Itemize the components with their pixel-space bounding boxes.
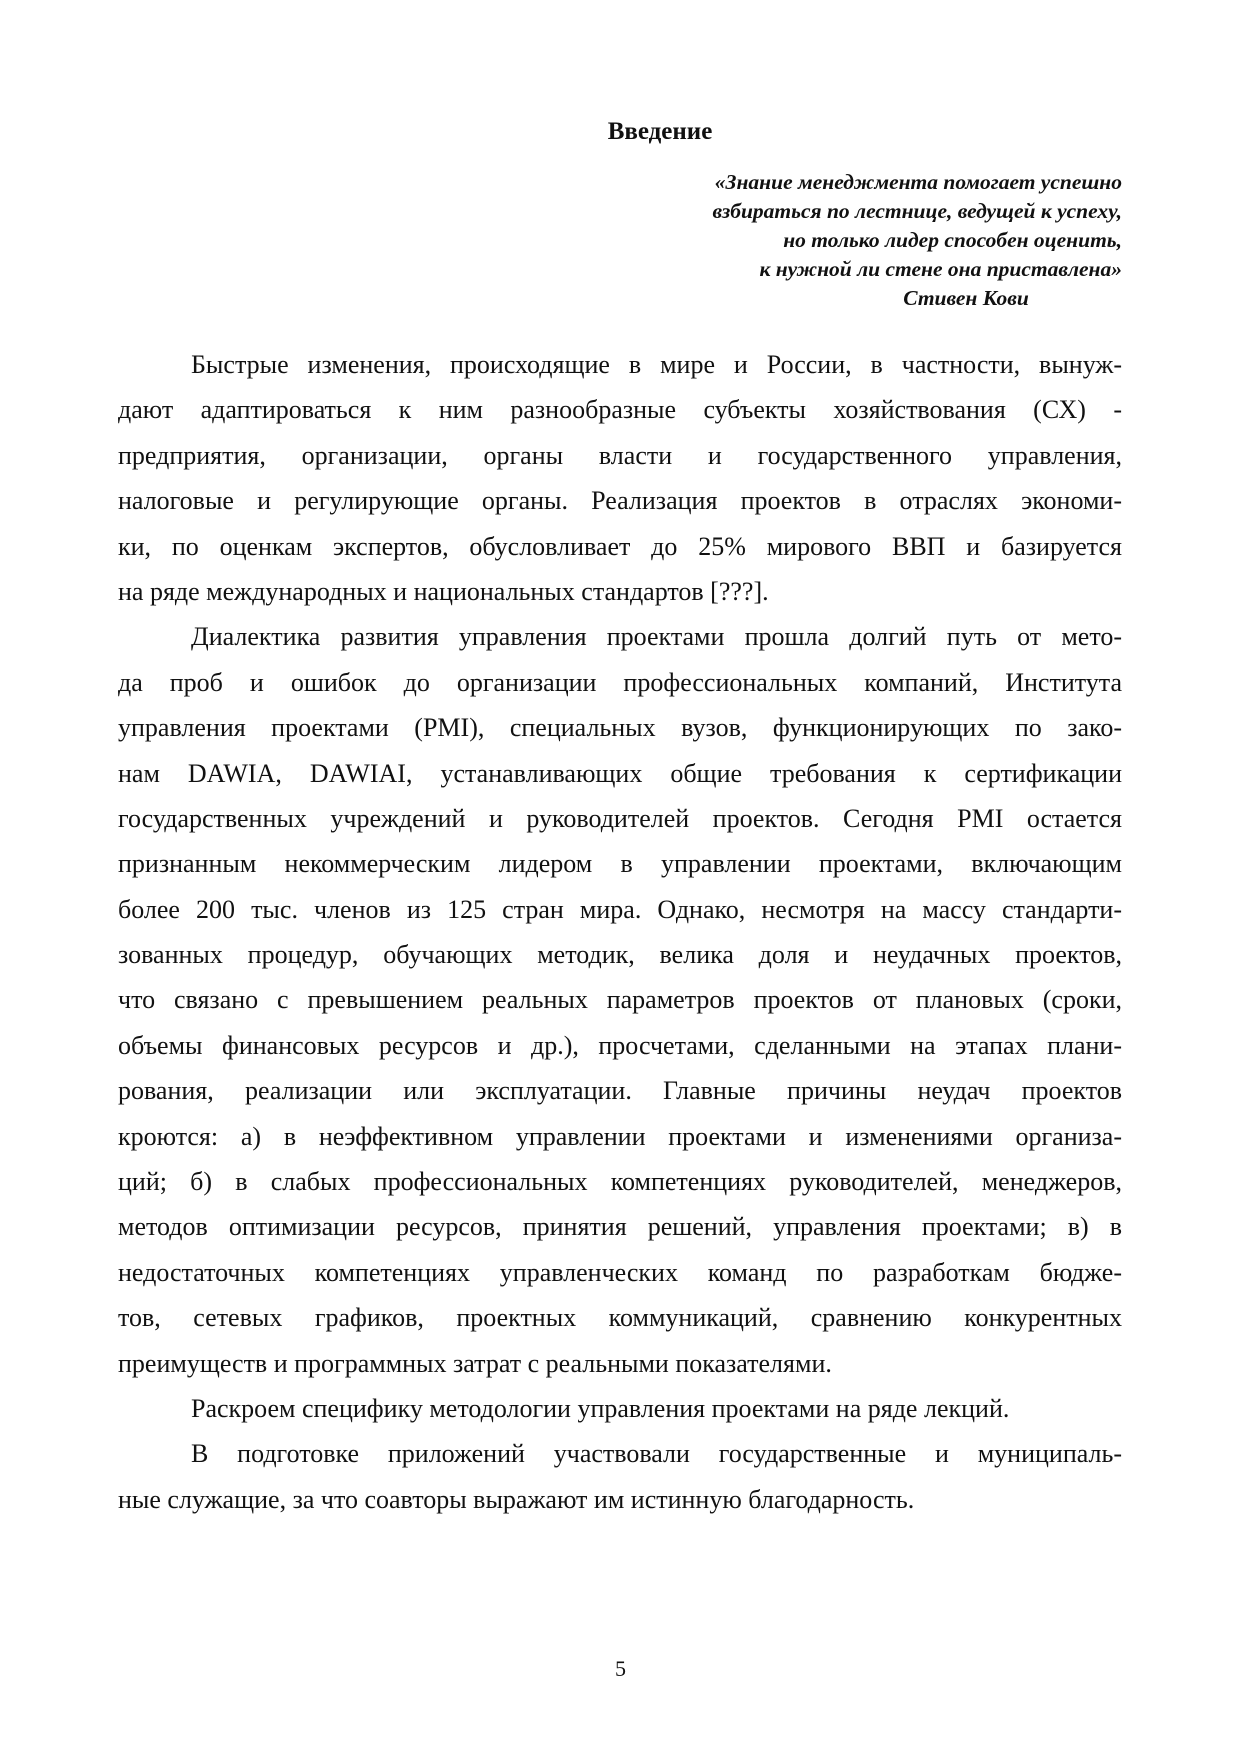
text-line: недостаточных компетенциях управленческих команд по разработкам бюдже- bbox=[118, 1257, 1122, 1287]
text-line: нам DAWIA, DAWIAI, устанавливающих общие требования к сертификации bbox=[118, 758, 1122, 788]
text-line: признанным некоммерческим лидером в управлении проектами, включающим bbox=[118, 849, 1122, 879]
text-line: государственных учреждений и руководителей проектов. Сегодня PMI остается bbox=[118, 803, 1122, 833]
paragraph bbox=[118, 1431, 1122, 1522]
text-line: да проб и ошибок до организации профессиональных компаний, Института bbox=[118, 667, 1122, 697]
epigraph-line: к нужной ли стене она приставлена» bbox=[759, 257, 1122, 281]
paragraph bbox=[118, 1386, 1122, 1431]
text-line: предприятия, организации, органы власти и государственного управления, bbox=[118, 440, 1122, 470]
text-line: ные служащие, за что соавторы выражают им истинную благодарность. bbox=[118, 1484, 915, 1514]
paragraph bbox=[118, 342, 1122, 614]
text-line: Раскроем специфику методологии управления проектами на ряде лекций. bbox=[191, 1393, 1010, 1423]
text-line: что связано с превышением реальных параметров проектов от плановых (сроки, bbox=[118, 985, 1122, 1015]
epigraph-line: взбираться по лестнице, ведущей к успеху, bbox=[712, 199, 1122, 223]
text-line: ций; б) в слабых профессиональных компетенциях руководителей, менеджеров, bbox=[118, 1167, 1122, 1197]
text-line: В подготовке приложений участвовали государственные и муниципаль- bbox=[191, 1439, 1122, 1469]
text-line: на ряде международных и национальных стандартов [???]. bbox=[118, 576, 769, 606]
text-line: налоговые и регулирующие органы. Реализация проектов в отраслях экономи- bbox=[118, 486, 1122, 516]
text-line: Быстрые изменения, происходящие в мире и России, в частности, вынуж- bbox=[191, 350, 1122, 379]
section-heading: Введение bbox=[607, 118, 713, 145]
text-line: дают адаптироваться к ним разнообразные субъекты хозяйствования (СХ) - bbox=[118, 395, 1122, 425]
text-line: зованных процедур, обучающих методик, велика доля и неудачных проектов, bbox=[118, 940, 1122, 970]
text-line: кроются: а) в неэффективном управлении проектами и изменениями организа- bbox=[118, 1121, 1122, 1151]
paragraph bbox=[118, 614, 1122, 1386]
epigraph-author: Стивен Кови bbox=[903, 286, 1029, 310]
text-line: ки, по оценкам экспертов, обусловливает до 25% мирового ВВП и базируется bbox=[118, 531, 1122, 561]
epigraph-line: но только лидер способен оценить, bbox=[783, 228, 1122, 252]
text-line: рования, реализации или эксплуатации. Главные причины неудач проектов bbox=[118, 1076, 1122, 1106]
text-line: Диалектика развития управления проектами прошла долгий путь от мето- bbox=[191, 622, 1122, 652]
body-text bbox=[118, 342, 1122, 1522]
text-line: управления проектами (PMI), специальных вузов, функционирующих по зако- bbox=[118, 713, 1122, 743]
text-line: более 200 тыс. членов из 125 стран мира. Однако, несмотря на массу стандарти- bbox=[118, 894, 1122, 924]
page-number: 5 bbox=[615, 1656, 626, 1681]
text-line: тов, сетевых графиков, проектных коммуникаций, сравнению конкурентных bbox=[118, 1303, 1122, 1333]
text-line: методов оптимизации ресурсов, принятия решений, управления проектами; в) в bbox=[118, 1212, 1122, 1242]
text-line: объемы финансовых ресурсов и др.), просчетами, сделанными на этапах плани- bbox=[118, 1030, 1122, 1060]
text-line: преимуществ и программных затрат с реальными показателями. bbox=[118, 1348, 832, 1378]
epigraph-line: «Знание менеджмента помогает успешно bbox=[714, 170, 1122, 194]
epigraph bbox=[560, 168, 1122, 313]
